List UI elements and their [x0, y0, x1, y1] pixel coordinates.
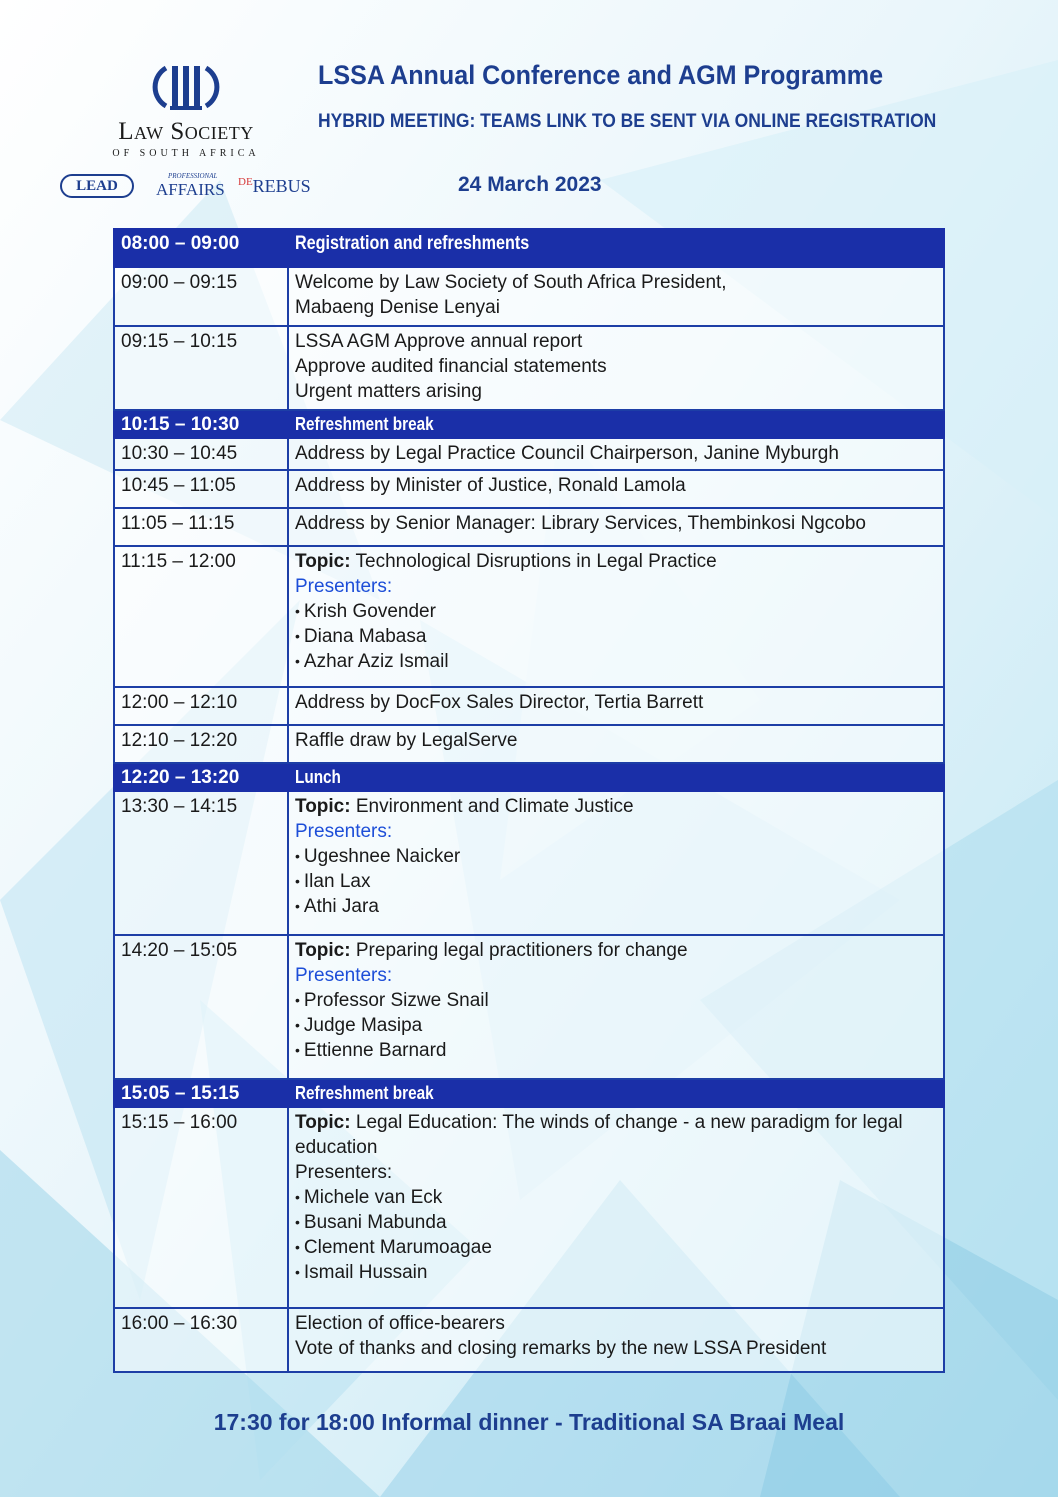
session-details	[288, 791, 944, 935]
programme-row	[114, 935, 944, 1079]
session-time: 10:15 – 10:30	[114, 410, 288, 438]
presenter-name: • Diana Mabasa	[295, 624, 937, 649]
programme-row	[114, 763, 944, 791]
partner-logos	[60, 172, 320, 202]
session-time: 13:30 – 14:15	[114, 791, 288, 935]
session-details	[288, 1308, 944, 1372]
presenter-name: • Krish Govender	[295, 599, 937, 624]
session-line: Address by DocFox Sales Director, Tertia Barrett	[295, 692, 704, 713]
presenter-name: • Busani Mabunda	[295, 1210, 937, 1235]
presenter-name: • Michele van Eck	[295, 1185, 937, 1210]
session-details	[288, 438, 944, 470]
presenter-name: • Professor Sizwe Snail	[295, 988, 937, 1013]
society-name: Law Society	[118, 118, 254, 145]
programme-row	[114, 229, 944, 267]
presenter-name: • Ugeshnee Naicker	[295, 844, 937, 869]
pillar-emblem-icon	[144, 62, 228, 116]
session-line: Mabaeng Denise Lenyai	[295, 297, 500, 318]
topic-text: Environment and Climate Justice	[355, 796, 634, 817]
de-rebus-logo	[238, 176, 311, 198]
lead-logo: LEAD	[60, 174, 134, 198]
session-details	[288, 1079, 944, 1107]
programme-table	[113, 228, 945, 1373]
programme-row	[114, 725, 944, 763]
page-subtitle: HYBRID MEETING: TEAMS LINK TO BE SENT VIA ONLINE REGISTRATION	[318, 111, 937, 132]
topic-label: Topic:	[295, 940, 351, 961]
topic-text: Preparing legal practitioners for change	[355, 940, 688, 961]
session-time: 08:00 – 09:00	[114, 229, 288, 267]
professional-label: PROFESSIONAL	[168, 172, 218, 180]
session-time: 15:05 – 15:15	[114, 1079, 288, 1107]
session-details	[288, 410, 944, 438]
session-line: Address by Minister of Justice, Ronald Lamola	[295, 475, 686, 496]
session-line: Approve audited financial statements	[295, 356, 607, 377]
session-line: LSSA AGM Approve annual report	[295, 331, 583, 352]
topic-line	[295, 794, 937, 819]
session-time: 10:45 – 11:05	[114, 470, 288, 508]
session-title: Lunch	[295, 767, 341, 787]
presenter-name: • Ismail Hussain	[295, 1260, 937, 1285]
topic-line	[295, 938, 937, 963]
presenter-name: • Judge Masipa	[295, 1013, 937, 1038]
session-time: 16:00 – 16:30	[114, 1308, 288, 1372]
presenters-label: Presenters:	[295, 821, 393, 842]
presenters-label: Presenters:	[295, 576, 393, 597]
session-details	[288, 470, 944, 508]
presenter-name: • Ilan Lax	[295, 869, 937, 894]
topic-line	[295, 549, 937, 574]
session-details	[288, 1107, 944, 1308]
rebus-label: REBUS	[252, 176, 311, 196]
session-time: 12:10 – 12:20	[114, 725, 288, 763]
session-time: 10:30 – 10:45	[114, 438, 288, 470]
programme-row	[114, 470, 944, 508]
programme-row	[114, 326, 944, 410]
session-time: 12:00 – 12:10	[114, 687, 288, 725]
session-time: 15:15 – 16:00	[114, 1107, 288, 1308]
session-details	[288, 763, 944, 791]
session-line: Welcome by Law Society of South Africa President,	[295, 272, 727, 293]
programme-row	[114, 687, 944, 725]
session-details	[288, 267, 944, 326]
affairs-label: AFFAIRS	[156, 180, 225, 199]
session-details	[288, 229, 944, 267]
programme-row	[114, 438, 944, 470]
session-details	[288, 546, 944, 687]
topic-label: Topic:	[295, 551, 351, 572]
session-time: 11:05 – 11:15	[114, 508, 288, 546]
topic-label: Topic:	[295, 796, 351, 817]
session-details	[288, 687, 944, 725]
topic-label: Topic:	[295, 1112, 351, 1133]
programme-row	[114, 546, 944, 687]
session-time: 14:20 – 15:05	[114, 935, 288, 1079]
presenter-name: • Athi Jara	[295, 894, 937, 919]
programme-row	[114, 1107, 944, 1308]
programme-row	[114, 1079, 944, 1107]
session-line: Address by Legal Practice Council Chairperson, Janine Myburgh	[295, 443, 839, 464]
session-details	[288, 508, 944, 546]
topic-line	[295, 1110, 937, 1160]
page-title: LSSA Annual Conference and AGM Programme	[318, 60, 884, 90]
society-subtitle: OF SOUTH AFRICA	[112, 148, 260, 159]
session-line: Raffle draw by LegalServe	[295, 730, 518, 751]
presenter-name: • Azhar Aziz Ismail	[295, 649, 937, 674]
presenters-label: Presenters:	[295, 965, 393, 986]
de-label: DE	[238, 176, 253, 188]
programme-row	[114, 1308, 944, 1372]
session-time: 09:15 – 10:15	[114, 326, 288, 410]
session-time: 11:15 – 12:00	[114, 546, 288, 687]
topic-text: Legal Education: The winds of change - a new paradigm for legal education	[295, 1112, 903, 1158]
session-time: 09:00 – 09:15	[114, 267, 288, 326]
session-line: Address by Senior Manager: Library Services, Thembinkosi Ngcobo	[295, 513, 866, 534]
presenter-name: • Clement Marumoagae	[295, 1235, 937, 1260]
presenter-name: • Ettienne Barnard	[295, 1038, 937, 1063]
presenters-label: Presenters:	[295, 1162, 393, 1183]
session-title: Refreshment break	[295, 414, 434, 434]
programme-row	[114, 508, 944, 546]
session-time: 12:20 – 13:20	[114, 763, 288, 791]
professional-affairs-logo	[156, 172, 228, 202]
event-date: 24 March 2023	[458, 173, 602, 196]
programme-row	[114, 267, 944, 326]
topic-text: Technological Disruptions in Legal Practice	[355, 551, 717, 572]
programme-row	[114, 410, 944, 438]
session-line: Election of office-bearers	[295, 1313, 505, 1334]
session-title: Refreshment break	[295, 1083, 434, 1103]
session-details	[288, 725, 944, 763]
session-details	[288, 935, 944, 1079]
session-line: Vote of thanks and closing remarks by the new LSSA President	[295, 1338, 827, 1359]
programme-row	[114, 791, 944, 935]
footer-dinner-note: 17:30 for 18:00 Informal dinner - Traditional SA Braai Meal	[213, 1409, 845, 1435]
session-line: Urgent matters arising	[295, 381, 482, 402]
session-details	[288, 326, 944, 410]
session-title: Registration and refreshments	[295, 233, 530, 254]
